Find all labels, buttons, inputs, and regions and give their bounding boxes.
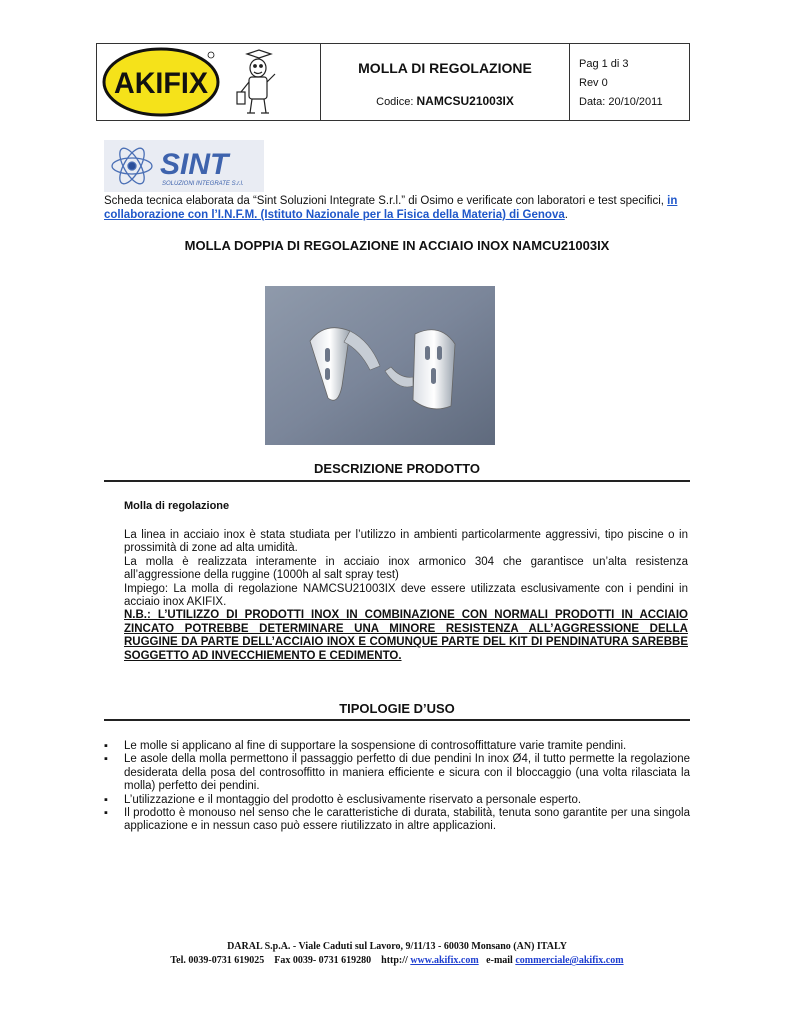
list-item: ▪ Il prodotto è monouso nel senso che le caratteristiche di durata, stabilità, tenuta sono garantite per una singola applicazione e in nessun caso può essere riutilizzato in altre applicazioni.: [104, 807, 690, 834]
section-description-title: DESCRIZIONE PRODOTTO: [314, 461, 480, 476]
intro-text: Scheda tecnica elaborata da “Sint Soluzioni Integrate S.r.l.” di Osimo e verificate con laboratori e test specifici,: [104, 195, 668, 207]
header-meta-cell: [570, 44, 689, 120]
akifix-logo: [97, 44, 321, 120]
sint-logo-graphic: [104, 140, 264, 192]
product-code: [321, 94, 569, 108]
akifix-logo-text: AKIFIX: [114, 67, 208, 100]
list-item: ▪ Le asole della molla permettono il passaggio perfetto di due pendini In inox Ø4, il tutto permette la regolazione desiderata della posa del controsoffitto in maniera efficiente e sicura con il bloccaggio (una volta rilasciata la molla) perfetto dei pendini.: [104, 753, 690, 793]
main-title: MOLLA DOPPIA DI REGOLAZIONE IN ACCIAIO INOX NAMCU21003IX: [184, 238, 610, 253]
footer-contacts: Tel. 0039-0731 619025 Fax 0039- 0731 619280 http://: [170, 955, 411, 966]
intro-paragraph: [104, 194, 690, 222]
footer-contacts-line: [104, 954, 690, 968]
footer: [104, 940, 690, 968]
uses-list: [104, 740, 690, 834]
section-uses-rule: [104, 719, 690, 721]
description-p1: La linea in acciaio inox è stata studiata per l’utilizzo in ambienti particolarmente aggressivi, tipo piscine o in prossimità di zone ad alta umidità.: [124, 529, 688, 555]
description-nb-warning: N.B.: L’UTILIZZO DI PRODOTTI INOX IN COMBINAZIONE CON NORMALI PRODOTTI IN ACCIAIO ZINCATO POTREBBE DETERMINARE UNA MINORE RESISTENZA ALL’AGGRESSIONE DELLA RUGGINE DA PARTE DELL’ACCIAIO INOX E COMUNQUE PARTE DEL KIT DI PENDINATURA SAREBBE SOGGETTO AD INVECCHIEMENTO E CEDIMENTO.: [124, 609, 688, 662]
code-value: NAMCSU21003IX: [416, 94, 514, 108]
akifix-logo-graphic: [97, 44, 320, 120]
description-body: [124, 529, 688, 663]
email-label: e-mail: [478, 955, 516, 966]
description-p3: Impiego: La molla di regolazione NAMCSU21003IX deve essere utilizzata esclusivamente con i pendini in acciaio inox AKIFIX.: [124, 582, 688, 609]
revision: Rev 0: [579, 77, 608, 89]
section-uses-title: TIPOLOGIE D’USO: [339, 701, 455, 716]
mascot-icon: [237, 50, 275, 113]
intro-end: .: [564, 209, 568, 221]
sint-logo-name: SINT: [160, 148, 229, 181]
spring-photo-graphic: [265, 286, 495, 445]
sint-logo-sub: SOLUZIONI INTEGRATE S.r.l.: [162, 181, 244, 187]
footer-address: DARAL S.p.A. - Viale Caduti sul Lavoro, 9/11/13 - 60030 Monsano (AN) ITALY: [227, 941, 567, 952]
sint-logo: [104, 140, 264, 197]
document-date: Data: 20/10/2011: [579, 96, 663, 108]
infm-link[interactable]: in collaborazione con l’I.N.F.M. (Istituto Nazionale per la Fisica della Materia) di Genova: [104, 195, 678, 221]
description-p2: La molla è realizzata interamente in acciaio inox armonico 304 che garantisce un’alta resistenza all’aggressione della ruggine (1000h al salt spray test): [124, 555, 688, 582]
code-label: Codice:: [376, 96, 414, 108]
email-link[interactable]: commerciale@akifix.com: [515, 955, 624, 966]
uses-list-container: [104, 740, 690, 834]
header-title-cell: [321, 44, 570, 120]
description-subtitle: Molla di regolazione: [124, 500, 230, 512]
section-description-rule: [104, 480, 690, 482]
document-title: MOLLA DI REGOLAZIONE: [358, 60, 532, 76]
list-item: ▪ Le molle si applicano al fine di supportare la sospensione di controsoffittature varie tramite pendini.: [104, 740, 690, 753]
list-item: ▪ L’utilizzazione e il montaggio del prodotto è esclusivamente riservato a personale esperto.: [104, 794, 690, 807]
page-number: Pag 1 di 3: [579, 58, 629, 70]
document-header: [96, 43, 690, 121]
product-photo: [265, 286, 495, 445]
website-link[interactable]: www.akifix.com: [410, 955, 479, 966]
